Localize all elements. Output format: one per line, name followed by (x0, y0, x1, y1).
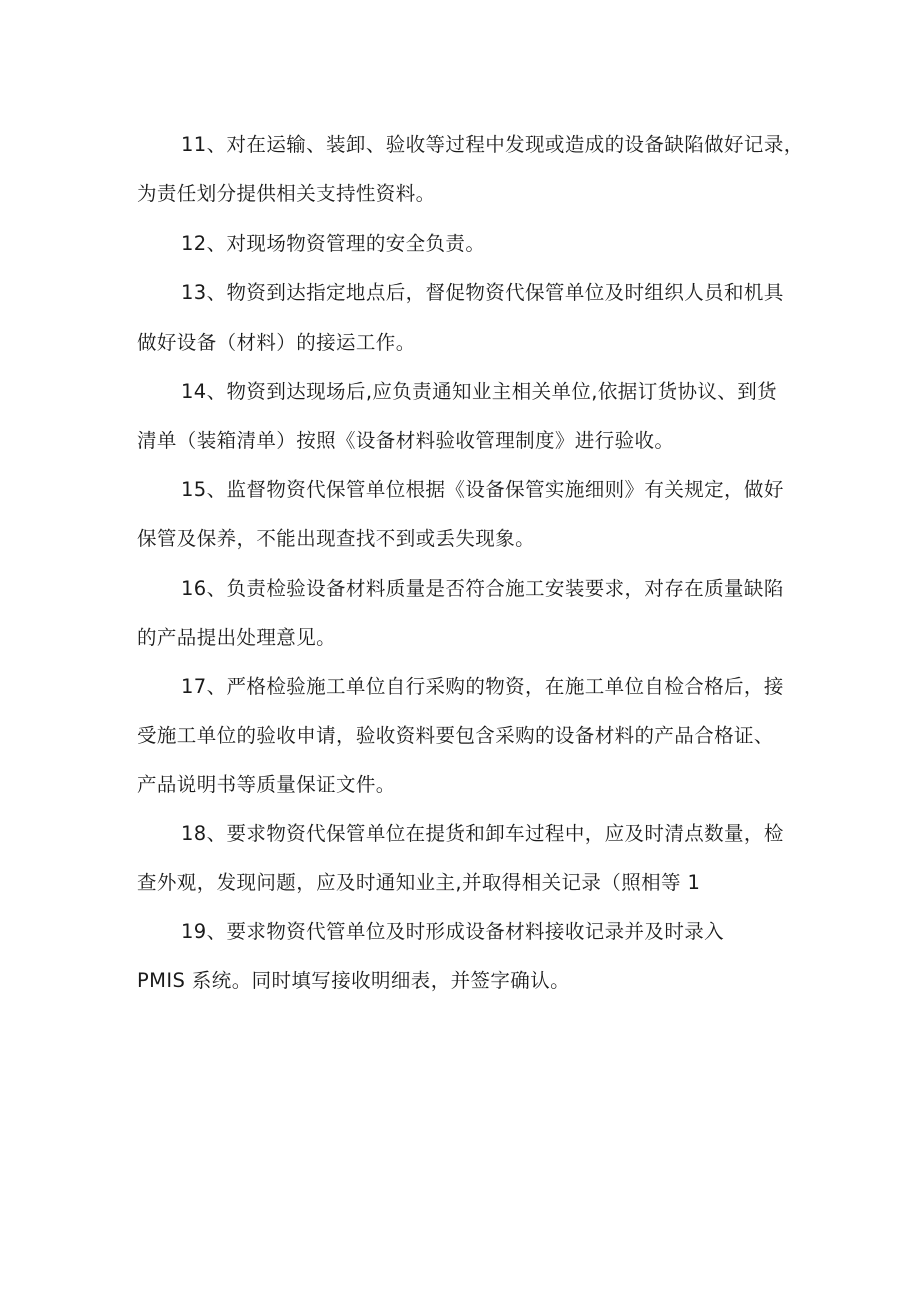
item-17-line-3: 产品说明书等质量保证文件。 (137, 773, 396, 796)
item-19-line-1: 19、要求物资代管单位及时形成设备材料接收记录并及时录入 (181, 920, 725, 943)
item-15-line-1: 15、监督物资代保管单位根据《设备保管实施细则》有关规定，做好 (181, 478, 784, 501)
item-17-line-2: 受施工单位的验收申请，验收资料要包含采购的设备材料的产品合格证、 (137, 724, 774, 747)
item-12-line-1: 12、对现场物资管理的安全负责。 (181, 232, 486, 255)
item-14-line-2: 清单（装箱清单）按照《设备材料验收管理制度》进行验收。 (137, 429, 675, 452)
item-18-line-2: 查外观，发现问题，应及时通知业主,并取得相关记录（照相等 1 (137, 871, 701, 894)
item-15-line-2: 保管及保养，不能出现查找不到或丢失现象。 (137, 527, 536, 550)
item-13-line-1: 13、物资到达指定地点后，督促物资代保管单位及时组织人员和机具 (181, 281, 784, 304)
item-14-line-1: 14、物资到达现场后,应负责通知业主相关单位,依据订货协议、到货 (181, 380, 778, 403)
item-13-line-2: 做好设备（材料）的接运工作。 (137, 331, 416, 354)
item-16-line-1: 16、负责检验设备材料质量是否符合施工安装要求，对存在质量缺陷 (181, 577, 784, 600)
item-11-line-1: 11、对在运输、装卸、验收等过程中发现或造成的设备缺陷做好记录， (181, 133, 804, 156)
item-19-line-2: PMIS 系统。同时填写接收明细表，并签字确认。 (137, 969, 571, 992)
item-11-line-2: 为责任划分提供相关支持性资料。 (137, 182, 436, 205)
item-17-line-1: 17、严格检验施工单位自行采购的物资，在施工单位自检合格后，接 (181, 675, 784, 698)
item-18-line-1: 18、要求物资代保管单位在提货和卸车过程中，应及时清点数量，检 (181, 822, 784, 845)
item-16-line-2: 的产品提出处理意见。 (137, 626, 337, 649)
